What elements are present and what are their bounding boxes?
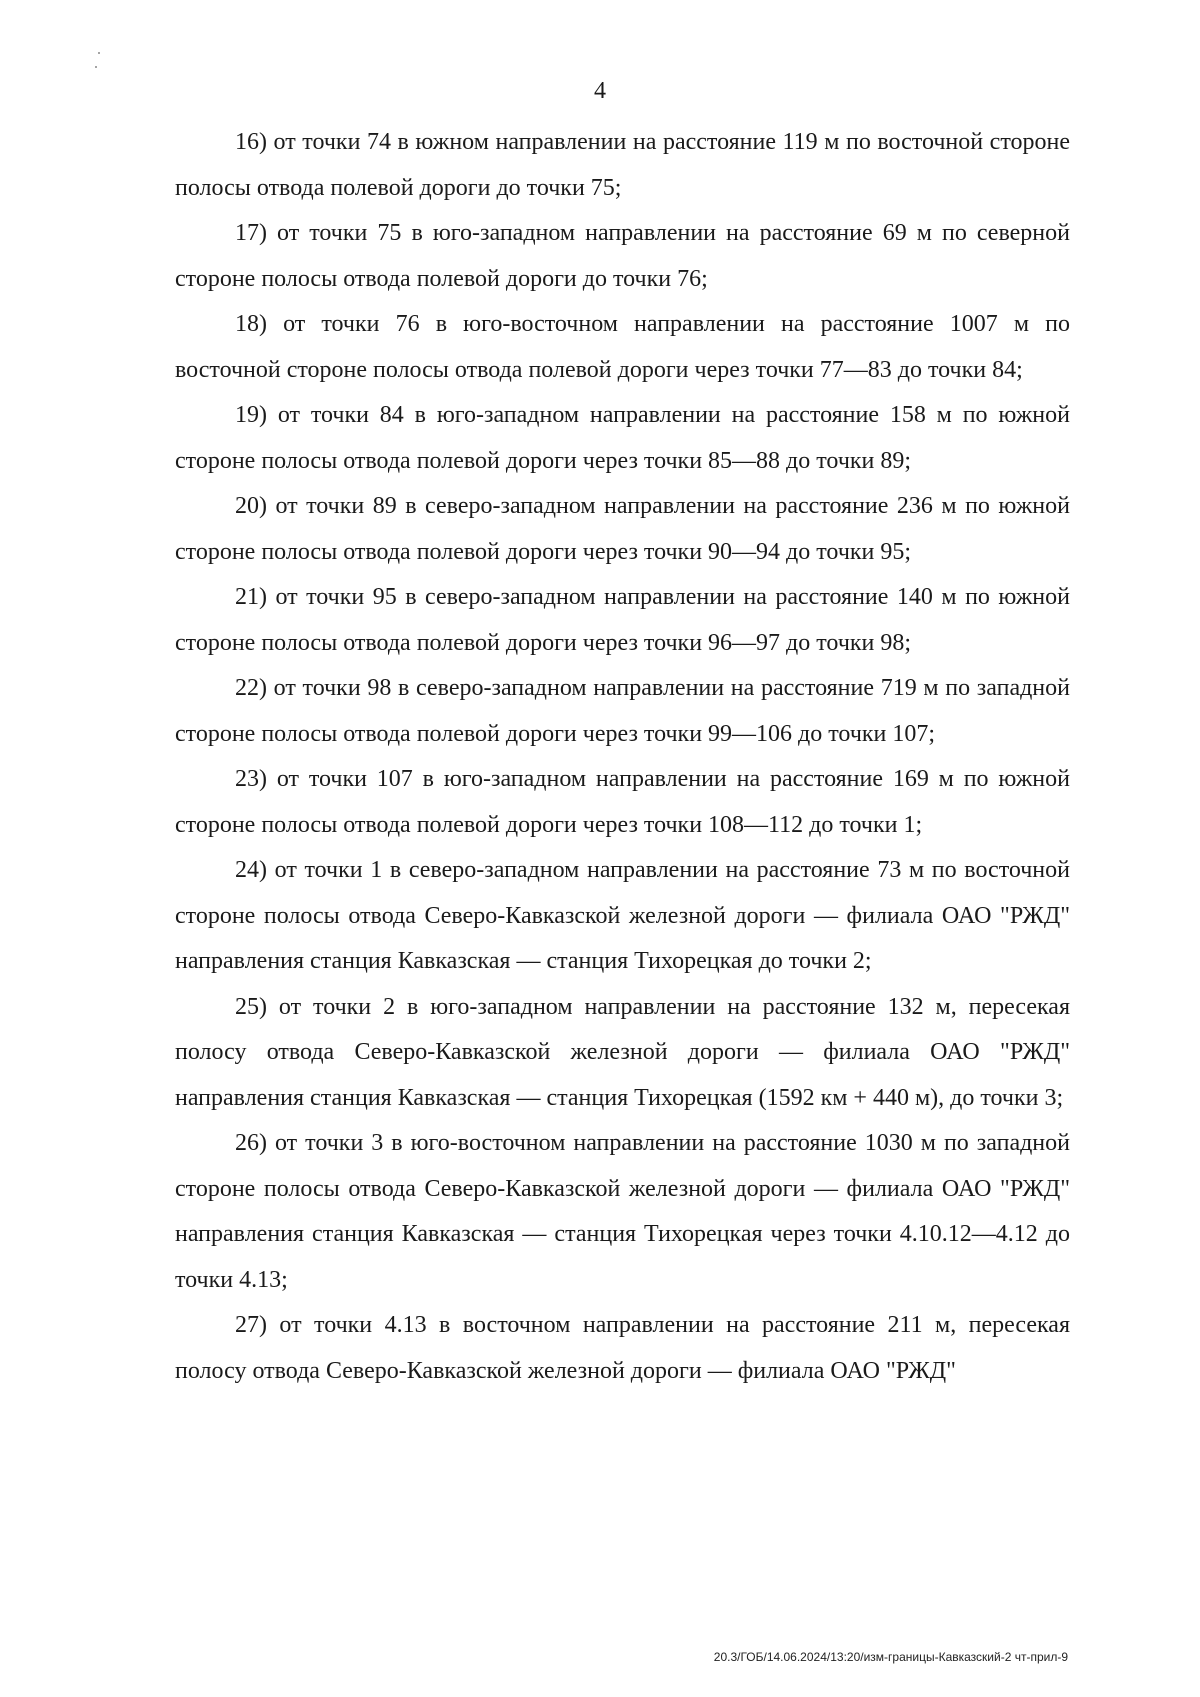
- paragraph-17: 17) от точки 75 в юго-западном направлении на расстояние 69 м по северной стороне полосы отвода полевой дороги до точки 76;: [175, 220, 1070, 292]
- paragraph-23: 23) от точки 107 в юго-западном направлении на расстояние 169 м по южной стороне полосы отвода полевой дороги через точки 108—112 до точки 1;: [175, 766, 1070, 838]
- paragraph-18: 18) от точки 76 в юго-восточном направлении на расстояние 1007 м по восточной стороне полосы отвода полевой дороги через точки 77—83 до точки 84;: [175, 311, 1070, 383]
- paragraph-27: 27) от точки 4.13 в восточном направлении на расстояние 211 м, пересекая полосу отвода Северо-Кавказской железной дороги — филиала ОАО "РЖД": [175, 1312, 1070, 1384]
- page-number: 4: [594, 78, 606, 104]
- scan-speck: [98, 52, 100, 54]
- paragraph-25: 25) от точки 2 в юго-западном направлении на расстояние 132 м, пересекая полосу отвода Северо-Кавказской железной дороги — филиала ОАО "РЖД" направления станция Кавказская — станция Тихорецкая (1592 км + 440 м), до точки 3;: [175, 993, 1070, 1111]
- paragraph-26: 26) от точки 3 в юго-восточном направлении на расстояние 1030 м по западной стороне полосы отвода Северо-Кавказской железной дороги — филиала ОАО "РЖД" направления станция Кавказская — станция Тихорецкая через точки 4.10.12—4.12 до точки 4.13;: [175, 1130, 1070, 1293]
- paragraph-24: 24) от точки 1 в северо-западном направлении на расстояние 73 м по восточной стороне полосы отвода Северо-Кавказской железной дороги — филиала ОАО "РЖД" направления станция Кавказская — станция Тихорецкая до точки 2;: [175, 857, 1070, 974]
- paragraph-22: 22) от точки 98 в северо-западном направлении на расстояние 719 м по западной стороне полосы отвода полевой дороги через точки 99—106 до точки 107;: [175, 675, 1070, 747]
- scan-speck: [95, 66, 97, 68]
- paragraph-21: 21) от точки 95 в северо-западном направлении на расстояние 140 м по южной стороне полосы отвода полевой дороги через точки 96—97 до точки 98;: [175, 584, 1070, 656]
- paragraph-20: 20) от точки 89 в северо-западном направлении на расстояние 236 м по южной стороне полосы отвода полевой дороги через точки 90—94 до точки 95;: [175, 493, 1070, 565]
- paragraph-19: 19) от точки 84 в юго-западном направлении на расстояние 158 м по южной стороне полосы отвода полевой дороги через точки 85—88 до точки 89;: [175, 402, 1070, 474]
- paragraph-16: 16) от точки 74 в южном направлении на расстояние 119 м по восточной стороне полосы отвода полевой дороги до точки 75;: [175, 129, 1070, 201]
- document-footer-code: 20.3/ГОБ/14.06.2024/13:20/изм-границы-Кавказский-2 чт-прил-9: [713, 1650, 1068, 1664]
- document-body: [175, 120, 1070, 1394]
